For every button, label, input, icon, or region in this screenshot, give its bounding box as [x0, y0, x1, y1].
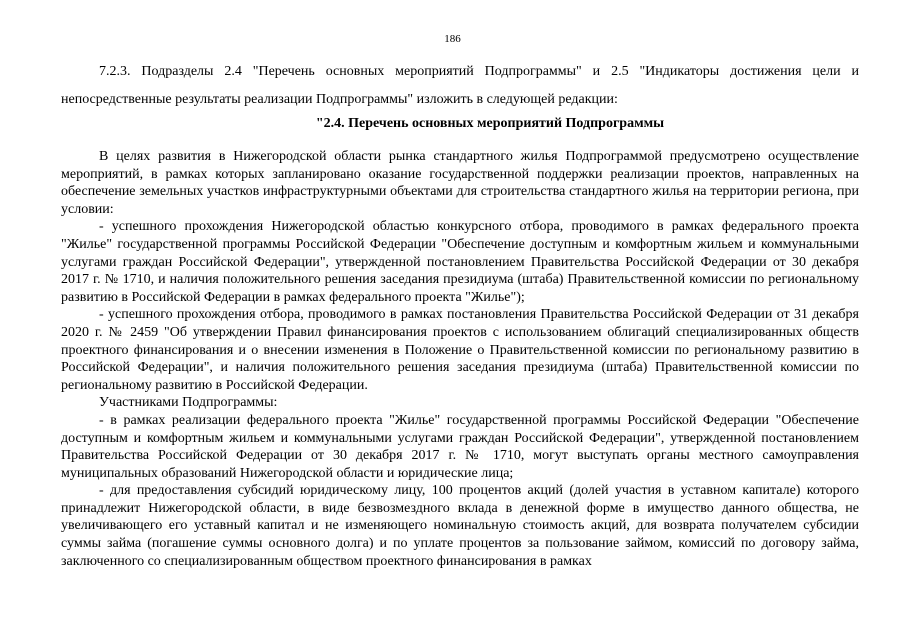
paragraph-goal: В целях развития в Нижегородской области рынка стандартного жилья Подпрограммой предусмотрено осуществление мероприятий, в рамках которых запланировано оказание государственной поддержки реализации проектов, направленных на обеспечение земельных участков инфраструктурными объектами для строительства стандартного жилья на территории региона, при условии:	[61, 149, 859, 217]
section-body	[61, 148, 859, 570]
intro-paragraph: 7.2.3. Подразделы 2.4 "Перечень основных мероприятий Подпрограммы" и 2.5 "Индикаторы достижения цели и непосредственные результаты реализации Подпрограммы" изложить в следующей редакции:	[61, 64, 859, 107]
section-title: "2.4. Перечень основных мероприятий Подпрограммы	[315, 116, 665, 131]
paragraph-participants-1: - в рамках реализации федерального проекта "Жилье" государственной программы Российской Федерации "Обеспечение доступным и комфортным жильем и коммунальными услугами граждан Российской Федерации", утвержденной постановлением Правительства Российской Федерации от 30 декабря 2017 г. № 1710, могут выступать органы местного самоуправления муниципальных образований Нижегородской области и юридические лица;	[61, 412, 859, 481]
paragraph-participants-2: - для предоставления субсидий юридическому лицу, 100 процентов акций (долей участия в уставном капитале) которого принадлежит Нижегородской области, в виде безвозмездного вклада в денежной форме в имущество данного общества, не увеличивающего его уставный капитал и не изменяющего номинальную стоимость акций, для возврата получателем субсидии суммы займа (погашение суммы основного долга) и по уплате процентов за пользование займом, комиссий по договору займа, заключенного со специализированным обществом проектного финансирования в рамках	[61, 483, 859, 569]
page-number: 186	[444, 33, 461, 45]
paragraph-participants-heading: Участниками Подпрограммы:	[99, 395, 278, 411]
paragraph-condition-2: - успешного прохождения отбора, проводимого в рамках постановления Правительства Российской Федерации от 31 декабря 2020 г. № 2459 "Об утверждении Правил финансирования проектов с использованием облигаций специализированных обществ проектного финансирования и о внесении изменения в Положение о Правительственной комиссии по региональному развитию в Российской Федерации", и наличия положительного решения заседания президиума (штаба) Правительственной комиссии по региональному развитию в Российской Федерации.	[61, 307, 859, 393]
paragraph-condition-1: - успешного прохождения Нижегородской областью конкурсного отбора, проводимого в рамках федерального проекта "Жилье" государственной программы Российской Федерации "Обеспечение доступным и комфортным жильем и коммунальными услугами граждан Российской Федерации", утвержденной постановлением Правительства Российской Федерации от 30 декабря 2017 г. № 1710, и наличия положительного решения заседания президиума (штаба) Правительственной комиссии по региональному развитию в Российской Федерации в рамках федерального проекта "Жилье");	[61, 219, 859, 305]
